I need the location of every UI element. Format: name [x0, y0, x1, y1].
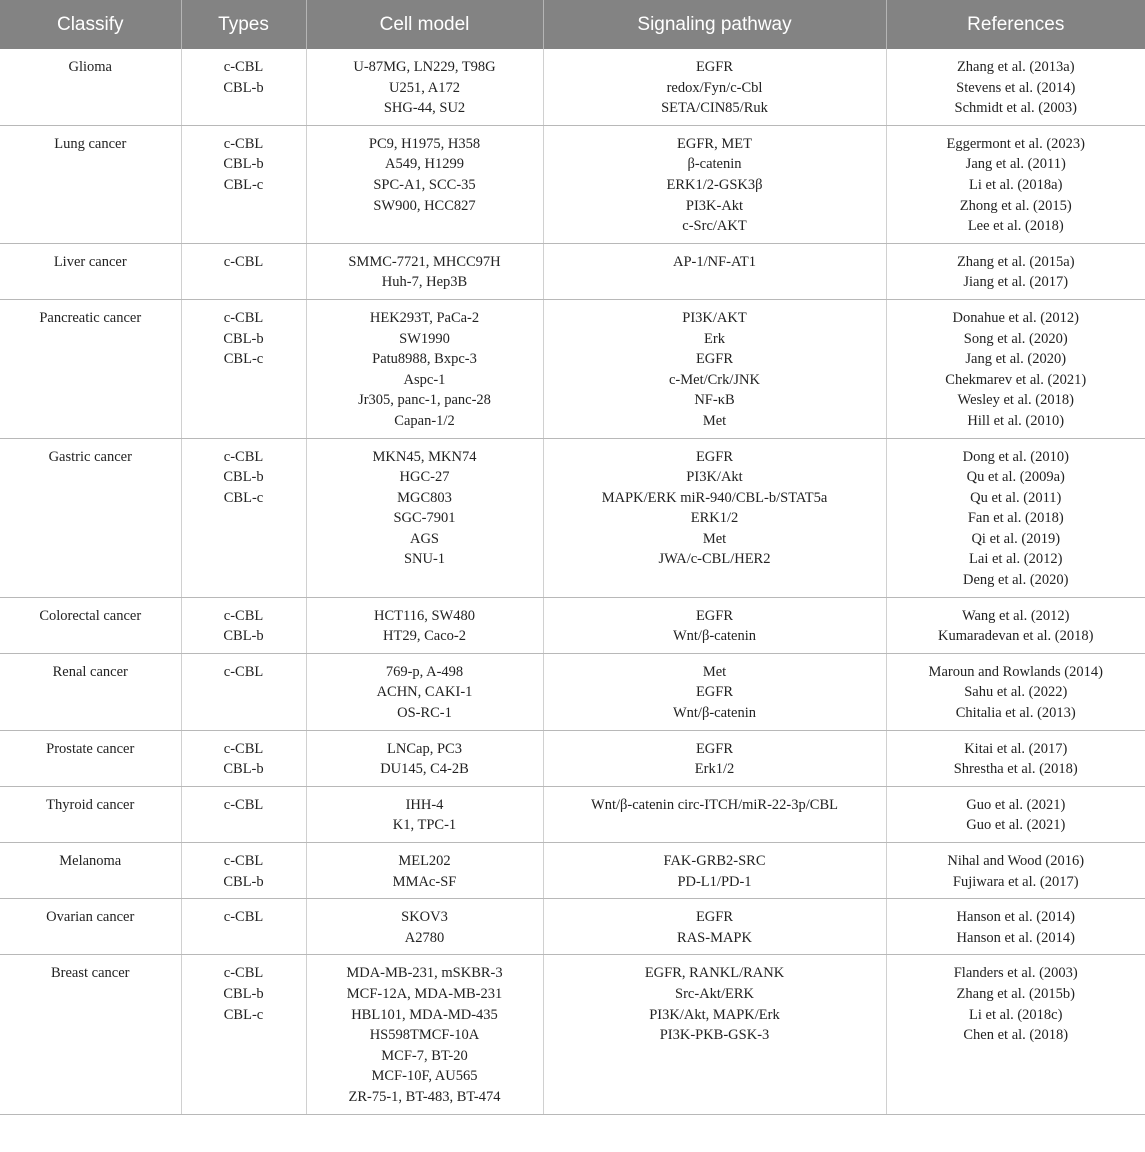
- references-line: Kitai et al. (2017): [964, 740, 1068, 757]
- cell-references: [886, 843, 1145, 899]
- references-line: Jang et al. (2011): [965, 156, 1066, 173]
- cell-references: [886, 299, 1145, 438]
- cell-cell-model: [306, 49, 543, 125]
- cell-model-line: PC9, H1975, H358: [368, 135, 481, 152]
- table-row: [0, 49, 1145, 125]
- signaling-pathway-line: EGFR: [695, 684, 734, 701]
- types-line: CBL-b: [223, 985, 264, 1002]
- classify-label: Liver cancer: [53, 253, 127, 270]
- references-line: Lee et al. (2018): [967, 218, 1064, 235]
- cell-classify: [0, 243, 181, 299]
- references-line: Zhong et al. (2015): [959, 197, 1072, 214]
- classify-label: Thyroid cancer: [46, 796, 135, 813]
- cell-types: [181, 786, 306, 842]
- cell-types: [181, 125, 306, 243]
- signaling-pathway-line: NF-κB: [694, 392, 735, 409]
- cell-cell-model: [306, 653, 543, 730]
- references-line: Jang et al. (2020): [965, 351, 1067, 368]
- types-line: CBL-c: [223, 489, 264, 506]
- signaling-pathway-line: PI3K/Akt: [686, 469, 743, 486]
- references-line: Li et al. (2018c): [969, 1006, 1063, 1023]
- references-line: Deng et al. (2020): [963, 572, 1069, 589]
- cell-model-line: MDA-MB-231, mSKBR-3: [346, 965, 503, 982]
- cell-model-line: HBL101, MDA-MD-435: [351, 1006, 498, 1023]
- types-line: c-CBL: [223, 663, 264, 680]
- references-line: Donahue et al. (2012): [952, 309, 1079, 326]
- signaling-pathway-line: Met: [702, 412, 727, 429]
- classify-label: Melanoma: [59, 853, 122, 869]
- signaling-pathway-line: ERK1/2: [690, 510, 739, 527]
- cell-classify: [0, 653, 181, 730]
- table-row: [0, 786, 1145, 842]
- cell-model-line: HGC-27: [399, 469, 450, 486]
- signaling-pathway-line: Wnt/β-catenin: [672, 628, 757, 645]
- cell-references: [886, 899, 1145, 955]
- references-line: Jiang et al. (2017): [963, 274, 1069, 291]
- references-line: Stevens et al. (2014): [956, 79, 1076, 96]
- table-row: [0, 438, 1145, 597]
- signaling-pathway-line: PD-L1/PD-1: [677, 873, 752, 890]
- signaling-pathway-line: Met: [702, 663, 727, 680]
- types-line: CBL-b: [223, 79, 264, 96]
- signaling-pathway-line: PI3K/Akt, MAPK/Erk: [649, 1006, 780, 1023]
- references-line: Fan et al. (2018): [967, 510, 1064, 527]
- cell-types: [181, 730, 306, 786]
- signaling-pathway-line: EGFR: [695, 59, 734, 75]
- references-line: Qu et al. (2009a): [966, 469, 1065, 486]
- header-references: References: [886, 0, 1145, 49]
- cell-model-line: SMMC-7721, MHCC97H: [348, 253, 501, 270]
- types-line: CBL-b: [223, 873, 264, 890]
- classify-label: Gastric cancer: [48, 448, 132, 465]
- classify-label: Colorectal cancer: [39, 607, 142, 624]
- types-line: CBL-c: [223, 176, 264, 193]
- references-line: Zhang et al. (2013a): [956, 59, 1075, 75]
- cell-references: [886, 438, 1145, 597]
- signaling-pathway-line: c-Met/Crk/JNK: [668, 371, 760, 388]
- cell-model-line: Jr305, panc-1, panc-28: [358, 392, 491, 409]
- types-line: CBL-b: [223, 330, 264, 347]
- signaling-pathway-line: EGFR: [695, 909, 734, 926]
- cell-model-line: U251, A172: [389, 79, 460, 96]
- cell-signaling-pathway: [543, 899, 886, 955]
- signaling-pathway-line: EGFR: [695, 351, 734, 368]
- cell-model-line: HEK293T, PaCa-2: [369, 309, 480, 326]
- cell-classify: [0, 899, 181, 955]
- references-line: Kumaradevan et al. (2018): [938, 628, 1094, 645]
- references-line: Li et al. (2018a): [969, 176, 1063, 193]
- signaling-pathway-line: β-catenin: [687, 156, 742, 173]
- references-line: Wesley et al. (2018): [957, 392, 1074, 409]
- signaling-pathway-line: Erk1/2: [694, 761, 735, 778]
- cell-model-line: MMAc-SF: [392, 873, 457, 890]
- cell-model-line: MKN45, MKN74: [372, 448, 477, 465]
- signaling-pathway-line: FAK-GRB2-SRC: [663, 853, 766, 869]
- cell-classify: [0, 299, 181, 438]
- references-line: Sahu et al. (2022): [964, 684, 1068, 701]
- signaling-pathway-line: EGFR: [695, 740, 734, 757]
- references-line: Chitalia et al. (2013): [955, 705, 1076, 722]
- header-classify: Classify: [0, 0, 181, 49]
- references-line: Eggermont et al. (2023): [946, 135, 1085, 152]
- cell-types: [181, 438, 306, 597]
- classify-label: Prostate cancer: [46, 740, 135, 757]
- references-line: Hanson et al. (2014): [956, 909, 1075, 926]
- types-line: c-CBL: [223, 965, 264, 982]
- cell-types: [181, 653, 306, 730]
- cell-types: [181, 243, 306, 299]
- cell-references: [886, 243, 1145, 299]
- classify-label: Pancreatic cancer: [39, 309, 142, 326]
- cell-signaling-pathway: [543, 955, 886, 1114]
- cell-types: [181, 955, 306, 1114]
- cell-references: [886, 653, 1145, 730]
- signaling-pathway-line: Met: [702, 530, 727, 547]
- cell-model-line: Capan-1/2: [394, 412, 455, 429]
- cell-model-line: A549, H1299: [385, 156, 464, 173]
- types-line: c-CBL: [223, 309, 264, 326]
- references-line: Song et al. (2020): [963, 330, 1068, 347]
- signaling-pathway-line: MAPK/ERK miR-940/CBL-b/STAT5a: [601, 489, 828, 506]
- references-line: Nihal and Wood (2016): [947, 853, 1085, 869]
- cell-model-line: SHG-44, SU2: [383, 100, 466, 117]
- cell-model-line: SW1990: [399, 330, 450, 347]
- signaling-pathway-line: PI3K-PKB-GSK-3: [659, 1027, 770, 1044]
- header-cell-model: Cell model: [306, 0, 543, 49]
- signaling-pathway-line: SETA/CIN85/Ruk: [661, 100, 768, 117]
- cell-model-line: U-87MG, LN229, T98G: [353, 59, 496, 75]
- cell-classify: [0, 955, 181, 1114]
- cell-cell-model: [306, 597, 543, 653]
- cell-references: [886, 49, 1145, 125]
- classify-label: Breast cancer: [51, 965, 130, 982]
- signaling-pathway-line: JWA/c-CBL/HER2: [658, 551, 771, 568]
- cell-classify: [0, 49, 181, 125]
- types-line: c-CBL: [223, 740, 264, 757]
- table-row: [0, 843, 1145, 899]
- types-line: c-CBL: [223, 135, 264, 152]
- table-row: [0, 597, 1145, 653]
- cell-model-line: HCT116, SW480: [374, 607, 475, 624]
- types-line: c-CBL: [223, 853, 264, 869]
- cell-signaling-pathway: [543, 597, 886, 653]
- signaling-pathway-line: EGFR, MET: [677, 135, 752, 152]
- table-row: [0, 730, 1145, 786]
- cell-signaling-pathway: [543, 438, 886, 597]
- references-line: Wang et al. (2012): [961, 607, 1070, 624]
- signaling-pathway-line: ERK1/2-GSK3β: [666, 176, 763, 193]
- signaling-pathway-line: Src-Akt/ERK: [675, 985, 754, 1002]
- references-line: Fujiwara et al. (2017): [952, 873, 1079, 890]
- cell-cell-model: [306, 243, 543, 299]
- table-row: [0, 299, 1145, 438]
- signaling-pathway-line: EGFR, RANKL/RANK: [644, 965, 785, 982]
- signaling-pathway-line: PI3K-Akt: [685, 197, 744, 214]
- types-line: c-CBL: [223, 909, 264, 926]
- types-line: c-CBL: [223, 796, 264, 813]
- references-line: Guo et al. (2021): [966, 817, 1066, 834]
- references-line: Hanson et al. (2014): [956, 929, 1075, 946]
- cell-model-line: SPC-A1, SCC-35: [373, 176, 476, 193]
- references-line: Schmidt et al. (2003): [954, 100, 1077, 117]
- references-line: Lai et al. (2012): [969, 551, 1063, 568]
- cell-model-line: MCF-7, BT-20: [381, 1047, 468, 1064]
- classify-label: Ovarian cancer: [46, 909, 135, 926]
- table-row: [0, 899, 1145, 955]
- cell-model-line: IHH-4: [405, 796, 444, 813]
- references-line: Zhang et al. (2015b): [956, 985, 1075, 1002]
- cell-signaling-pathway: [543, 730, 886, 786]
- signaling-pathway-line: AP-1/NF-AT1: [673, 253, 756, 270]
- cell-types: [181, 49, 306, 125]
- references-line: Hill et al. (2010): [967, 412, 1065, 429]
- references-line: Dong et al. (2010): [962, 448, 1069, 465]
- cell-cell-model: [306, 125, 543, 243]
- cell-types: [181, 843, 306, 899]
- types-line: CBL-b: [223, 761, 264, 778]
- types-line: c-CBL: [223, 448, 264, 465]
- cell-model-line: DU145, C4-2B: [380, 761, 469, 778]
- cell-model-line: SGC-7901: [393, 510, 456, 527]
- cell-model-line: ACHN, CAKI-1: [376, 684, 473, 701]
- cell-signaling-pathway: [543, 299, 886, 438]
- table-row: [0, 955, 1145, 1114]
- cell-model-line: Patu8988, Bxpc-3: [372, 351, 477, 368]
- cell-signaling-pathway: [543, 243, 886, 299]
- cell-model-line: LNCap, PC3: [387, 740, 462, 757]
- cell-classify: [0, 597, 181, 653]
- signaling-pathway-line: EGFR: [695, 448, 734, 465]
- cell-model-line: SNU-1: [403, 551, 446, 568]
- cell-types: [181, 899, 306, 955]
- cell-classify: [0, 438, 181, 597]
- signaling-pathway-line: Wnt/β-catenin: [672, 705, 757, 722]
- signaling-pathway-line: Erk: [704, 330, 725, 347]
- cell-model-line: Aspc-1: [403, 371, 446, 388]
- cell-model-line: SKOV3: [401, 909, 448, 926]
- cell-model-line: MEL202: [398, 853, 451, 869]
- header-row: [0, 0, 1145, 49]
- types-line: c-CBL: [223, 59, 264, 75]
- signaling-pathway-line: RAS-MAPK: [677, 929, 752, 946]
- references-line: Maroun and Rowlands (2014): [928, 663, 1103, 680]
- types-line: CBL-b: [223, 628, 264, 645]
- cell-references: [886, 730, 1145, 786]
- cell-cell-model: [306, 438, 543, 597]
- cell-model-line: SW900, HCC827: [373, 197, 476, 214]
- types-line: CBL-b: [223, 469, 264, 486]
- cell-types: [181, 597, 306, 653]
- signaling-pathway-line: redox/Fyn/c-Cbl: [666, 79, 763, 96]
- table-row: [0, 125, 1145, 243]
- cell-model-line: MCF-12A, MDA-MB-231: [346, 985, 503, 1002]
- cell-signaling-pathway: [543, 843, 886, 899]
- cell-classify: [0, 786, 181, 842]
- references-line: Flanders et al. (2003): [953, 965, 1078, 982]
- cell-types: [181, 299, 306, 438]
- types-line: c-CBL: [223, 607, 264, 624]
- cell-model-line: Huh-7, Hep3B: [381, 274, 468, 291]
- cell-model-line: MCF-10F, AU565: [371, 1068, 478, 1085]
- cell-references: [886, 125, 1145, 243]
- types-line: CBL-b: [223, 156, 264, 173]
- references-line: Shrestha et al. (2018): [953, 761, 1078, 778]
- cell-signaling-pathway: [543, 125, 886, 243]
- cell-classify: [0, 730, 181, 786]
- cell-signaling-pathway: [543, 786, 886, 842]
- cell-model-line: OS-RC-1: [397, 705, 452, 722]
- references-line: Guo et al. (2021): [966, 796, 1066, 813]
- cell-signaling-pathway: [543, 653, 886, 730]
- table-row: [0, 243, 1145, 299]
- cell-model-line: HT29, Caco-2: [383, 628, 466, 645]
- classify-label: Glioma: [68, 59, 112, 75]
- cell-cell-model: [306, 899, 543, 955]
- references-line: Qu et al. (2011): [970, 489, 1062, 506]
- classify-label: Lung cancer: [54, 135, 127, 152]
- references-line: Chen et al. (2018): [963, 1027, 1069, 1044]
- header-signaling-pathway: Signaling pathway: [543, 0, 886, 49]
- classify-label: Renal cancer: [52, 663, 128, 680]
- types-line: CBL-c: [223, 351, 264, 368]
- cell-signaling-pathway: [543, 49, 886, 125]
- cell-model-line: ZR-75-1, BT-483, BT-474: [348, 1088, 501, 1105]
- cell-model-line: HS598TMCF-10A: [369, 1027, 480, 1044]
- cell-cell-model: [306, 843, 543, 899]
- signaling-pathway-line: PI3K/AKT: [682, 309, 747, 326]
- types-line: c-CBL: [223, 253, 264, 270]
- table-row: [0, 653, 1145, 730]
- references-line: Zhang et al. (2015a): [956, 253, 1075, 270]
- types-line: CBL-c: [223, 1006, 264, 1023]
- signaling-pathway-line: Wnt/β-catenin circ-ITCH/miR-22-3p/CBL: [591, 796, 838, 813]
- table-body: [0, 49, 1145, 1114]
- signaling-pathway-line: c-Src/AKT: [682, 218, 747, 235]
- cell-references: [886, 955, 1145, 1114]
- signaling-pathway-line: EGFR: [695, 607, 734, 624]
- header-types: Types: [181, 0, 306, 49]
- cell-model-line: 769-p, A-498: [385, 663, 464, 680]
- cell-model-line: K1, TPC-1: [392, 817, 457, 834]
- cell-references: [886, 786, 1145, 842]
- references-line: Qi et al. (2019): [971, 530, 1061, 547]
- cell-model-line: AGS: [409, 530, 439, 547]
- cell-classify: [0, 843, 181, 899]
- cell-model-line: A2780: [404, 929, 445, 946]
- cell-cell-model: [306, 955, 543, 1114]
- cell-cell-model: [306, 730, 543, 786]
- table-header: [0, 0, 1145, 49]
- cell-cell-model: [306, 786, 543, 842]
- references-line: Chekmarev et al. (2021): [945, 371, 1087, 388]
- cell-classify: [0, 125, 181, 243]
- cell-model-line: MGC803: [397, 489, 452, 506]
- cell-cell-model: [306, 299, 543, 438]
- cell-references: [886, 597, 1145, 653]
